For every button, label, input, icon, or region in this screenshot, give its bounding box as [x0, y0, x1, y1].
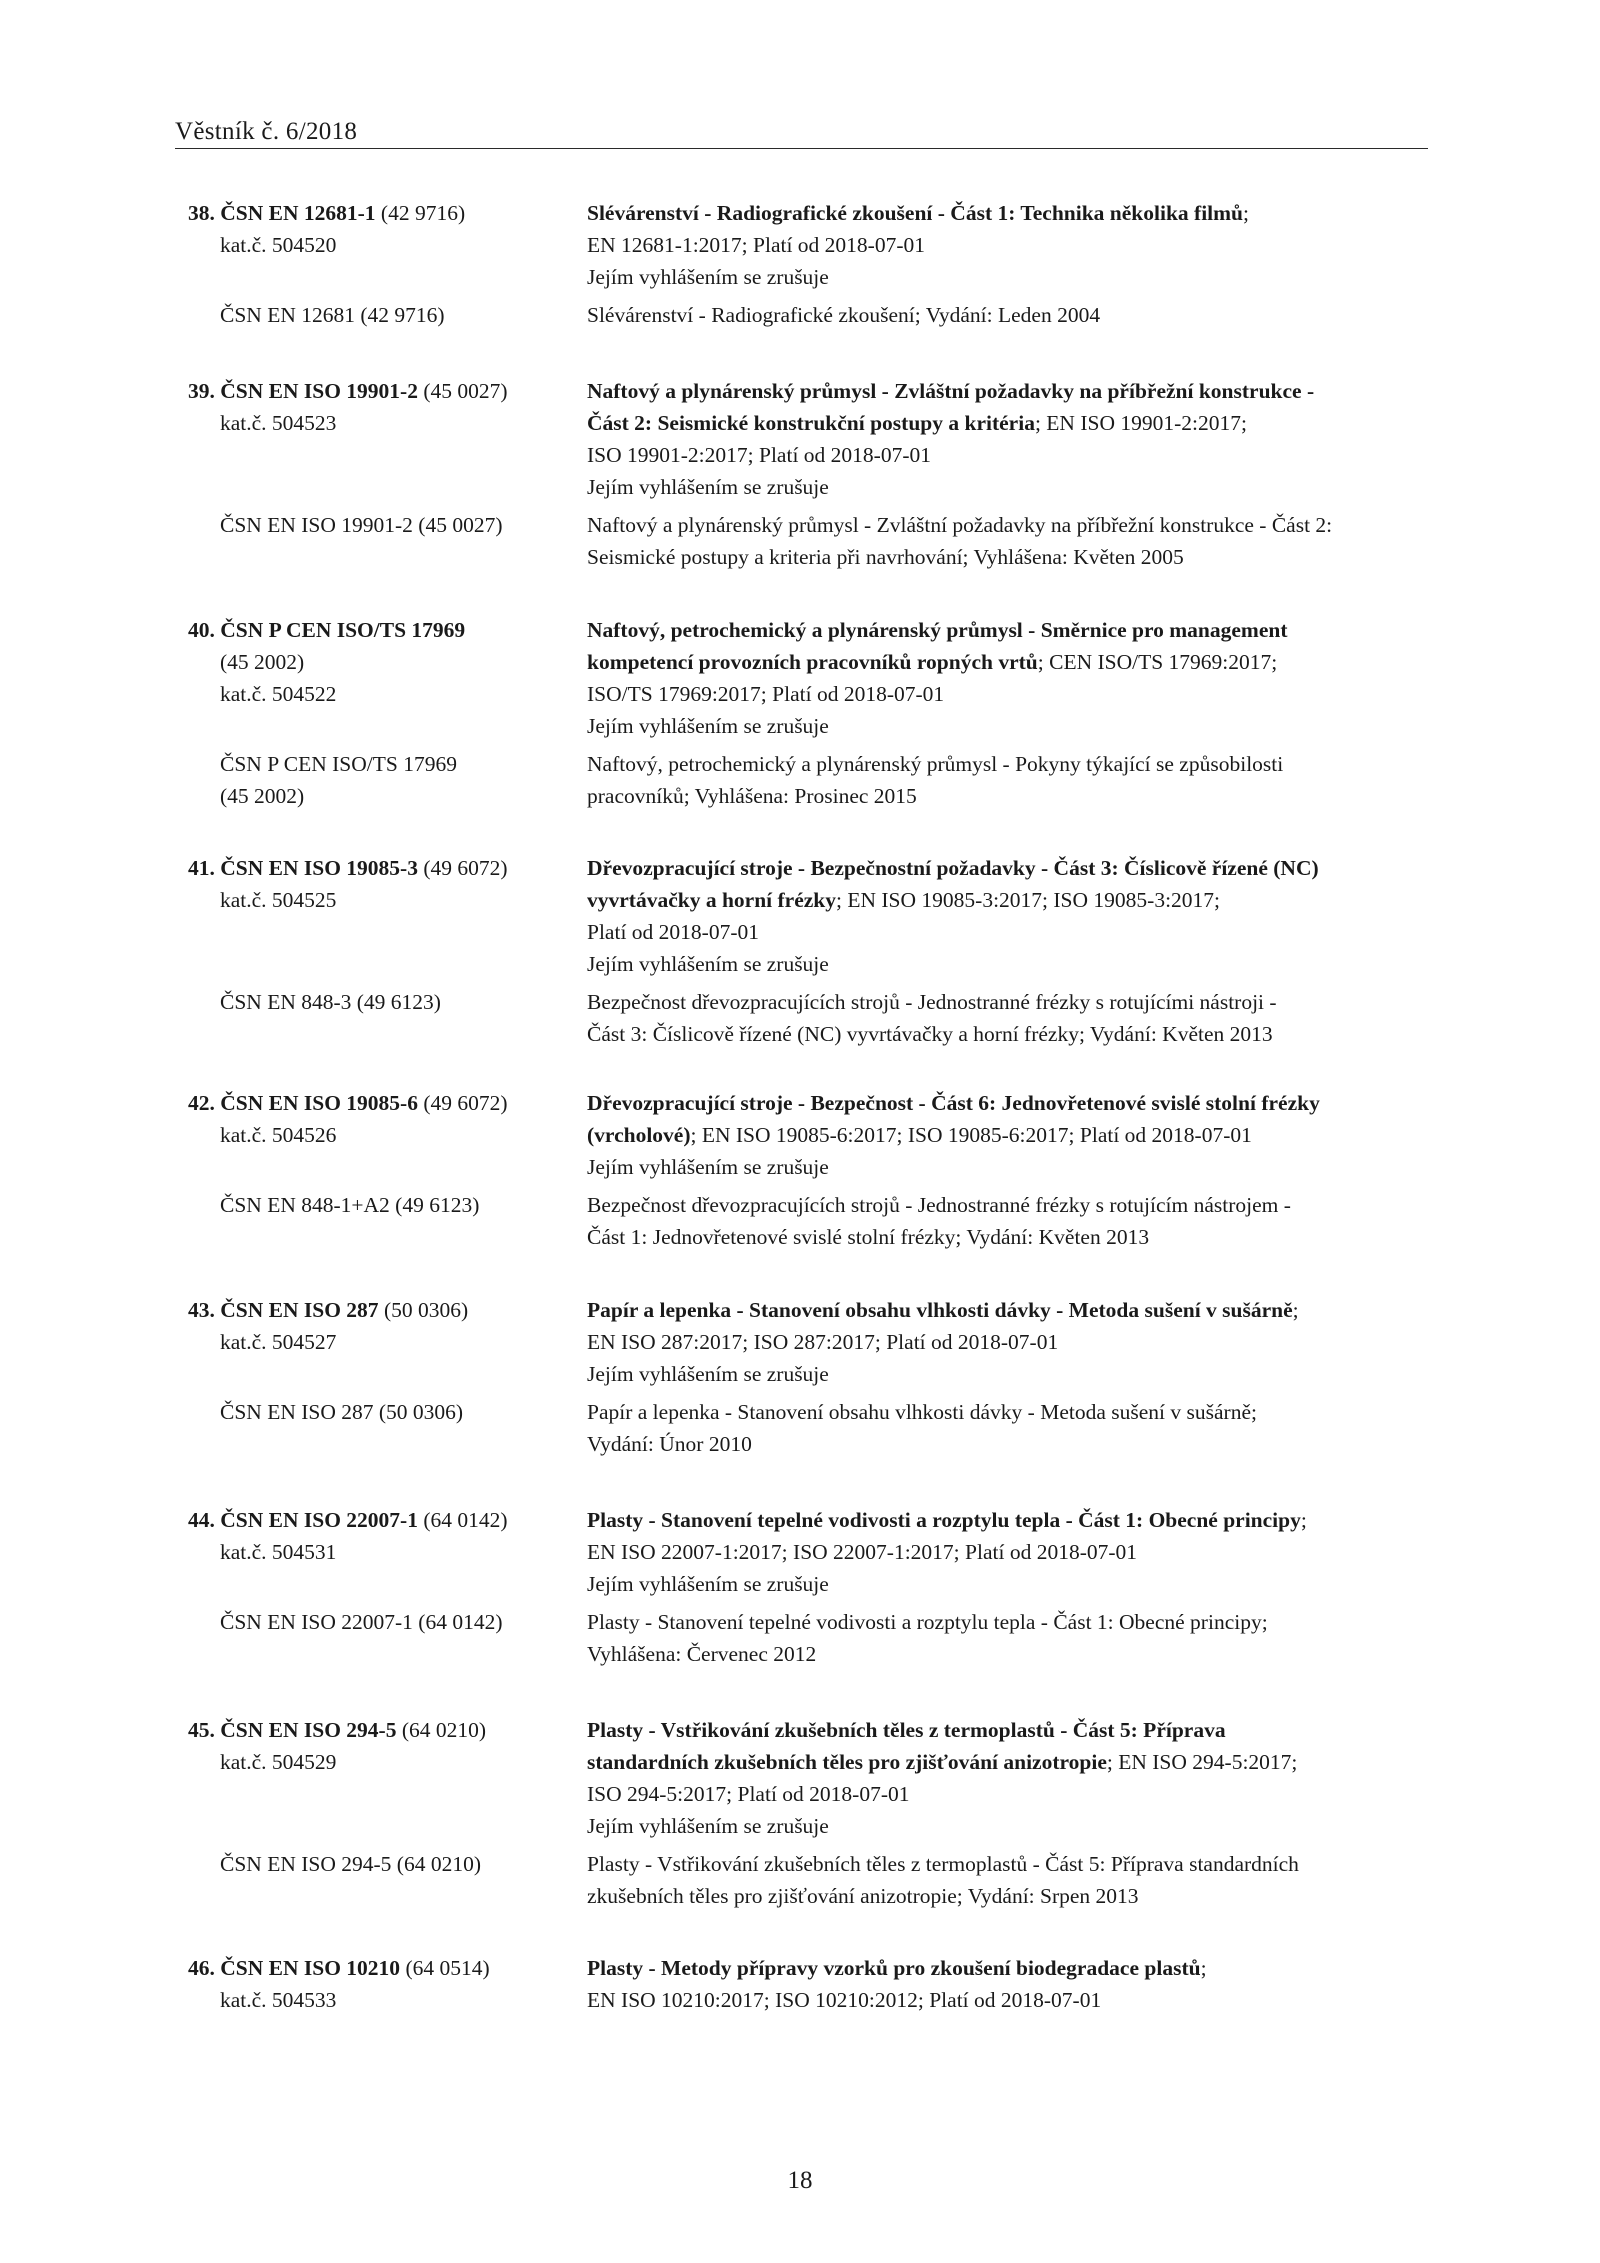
- replaces-note: Jejím vyhlášením se zrušuje: [587, 1362, 829, 1386]
- entry-number: 43.: [188, 1298, 215, 1322]
- standard-entry-44: 44. ČSN EN ISO 22007-1 (64 0142) Plasty - Stanovení tepelné vodivosti a rozptylu tepla - Část 1: Obecné principy; kat.č. 504531 EN ISO 22007-1:2017; ISO 22007-1:2017; Platí od 2018-07-01 Jejím vyhlášením se zrušuje ČSN EN ISO 22007-1 (64 0142) Plasty - Stanovení tepelné vodivosti a rozptylu tepla - Část 1: Obecné principy; Vyhlášena: Červenec 2012: [0, 1504, 1600, 1670]
- standard-title: Plasty - Vstřikování zkušebních těles z termoplastů - Část 5: Příprava: [587, 1718, 1226, 1742]
- standard-title: Papír a lepenka - Stanovení obsahu vlhkosti dávky - Metoda sušení v sušárně: [587, 1298, 1293, 1322]
- replaces-note: Jejím vyhlášením se zrušuje: [587, 952, 829, 976]
- page-number: 18: [787, 2167, 813, 2194]
- standard-code: ČSN EN ISO 19085-6: [220, 1091, 418, 1115]
- standard-details: EN ISO 22007-1:2017; ISO 22007-1:2017; Platí od 2018-07-01: [587, 1540, 1138, 1564]
- replaces-note: Jejím vyhlášením se zrušuje: [587, 1572, 829, 1596]
- catalog-number: kat.č. 504529: [220, 1750, 337, 1774]
- standard-title: Plasty - Metody přípravy vzorků pro zkoušení biodegradace plastů: [587, 1956, 1201, 1980]
- entry-number: 39.: [188, 379, 215, 403]
- standard-title: Naftový a plynárenský průmysl - Zvláštní požadavky na příbřežní konstrukce -: [587, 379, 1315, 403]
- standard-details: EN ISO 287:2017; ISO 287:2017; Platí od 2018-07-01: [587, 1330, 1059, 1354]
- replaced-standard-title: Plasty - Vstřikování zkušebních těles z termoplastů - Část 5: Příprava standardních: [587, 1852, 1299, 1876]
- page-header: [175, 112, 1428, 149]
- replaced-standard-code: ČSN P CEN ISO/TS 17969: [220, 752, 457, 776]
- catalog-number: kat.č. 504523: [220, 411, 337, 435]
- catalog-number: kat.č. 504531: [220, 1540, 337, 1564]
- standard-details: ISO/TS 17969:2017; Platí od 2018-07-01: [587, 682, 945, 706]
- replaces-note: Jejím vyhlášením se zrušuje: [587, 714, 829, 738]
- replaced-standard-title: Slévárenství - Radiografické zkoušení; Vydání: Leden 2004: [587, 303, 1101, 327]
- class-code: (45 2002): [220, 650, 305, 674]
- standard-entry-39: 39. ČSN EN ISO 19901-2 (45 0027) Naftový a plynárenský průmysl - Zvláštní požadavky na příbřežní konstrukce - kat.č. 504523 Část 2: Seismické konstrukční postupy a kritéria; EN ISO 19901-2:2017; ISO 19901-2:2017; Platí od 2018-07-01 Jejím vyhlášením se zrušuje ČSN EN ISO 19901-2 (45 0027) Naftový a plynárenský průmysl - Zvláštní požadavky na příbřežní konstrukce - Část 2: Seismické postupy a kriteria při navrhování; Vyhlášena: Květen 2005: [0, 375, 1600, 573]
- class-code: (49 6072): [417, 1091, 508, 1115]
- replaced-standard-title: Bezpečnost dřevozpracujících strojů - Jednostranné frézky s rotujícím nástrojem -: [587, 1193, 1291, 1217]
- replaced-standard-code: ČSN EN 848-3 (49 6123): [220, 990, 441, 1014]
- replaced-standard-title: Naftový a plynárenský průmysl - Zvláštní požadavky na příbřežní konstrukce - Část 2:: [587, 513, 1333, 537]
- catalog-number: kat.č. 504520: [220, 233, 337, 257]
- replaces-note: Jejím vyhlášením se zrušuje: [587, 475, 829, 499]
- standard-title: Naftový, petrochemický a plynárenský průmysl - Směrnice pro management: [587, 618, 1288, 642]
- entry-number: 45.: [188, 1718, 215, 1742]
- standard-code: ČSN EN ISO 287: [220, 1298, 379, 1322]
- entry-number: 42.: [188, 1091, 215, 1115]
- standard-details: Platí od 2018-07-01: [587, 920, 759, 944]
- class-code: (64 0514): [400, 1956, 490, 1980]
- replaced-standard-title: Plasty - Stanovení tepelné vodivosti a rozptylu tepla - Část 1: Obecné principy;: [587, 1610, 1268, 1634]
- replaced-standard-code: ČSN EN ISO 22007-1 (64 0142): [220, 1610, 503, 1634]
- standard-code: ČSN EN 12681-1: [220, 201, 376, 225]
- replaced-standard-title: Naftový, petrochemický a plynárenský průmysl - Pokyny týkající se způsobilosti: [587, 752, 1284, 776]
- header-title: Věstník č. 6/2018: [175, 118, 358, 145]
- class-code: (42 9716): [375, 201, 466, 225]
- replaces-note: Jejím vyhlášením se zrušuje: [587, 1814, 829, 1838]
- entry-number: 44.: [188, 1508, 215, 1532]
- replaced-standard-title: Papír a lepenka - Stanovení obsahu vlhkosti dávky - Metoda sušení v sušárně;: [587, 1400, 1257, 1424]
- class-code: (50 0306): [378, 1298, 469, 1322]
- replaced-standard-code: ČSN EN ISO 19901-2 (45 0027): [220, 513, 503, 537]
- replaced-standard-code: ČSN EN ISO 287 (50 0306): [220, 1400, 464, 1424]
- replaced-standard-code: ČSN EN ISO 294-5 (64 0210): [220, 1852, 481, 1876]
- standard-details: ISO 294-5:2017; Platí od 2018-07-01: [587, 1782, 910, 1806]
- standard-entry-43: 43. ČSN EN ISO 287 (50 0306) Papír a lepenka - Stanovení obsahu vlhkosti dávky - Metoda sušení v sušárně; kat.č. 504527 EN ISO 287:2017; ISO 287:2017; Platí od 2018-07-01 Jejím vyhlášením se zrušuje ČSN EN ISO 287 (50 0306) Papír a lepenka - Stanovení obsahu vlhkosti dávky - Metoda sušení v sušárně; Vydání: Únor 2010: [0, 1294, 1600, 1460]
- replaced-standard-code: ČSN EN 12681 (42 9716): [220, 303, 445, 327]
- standard-details: ISO 19901-2:2017; Platí od 2018-07-01: [587, 443, 931, 467]
- class-code: (64 0210): [396, 1718, 487, 1742]
- replaces-note: Jejím vyhlášením se zrušuje: [587, 1155, 829, 1179]
- standard-title: Slévárenství - Radiografické zkoušení - Část 1: Technika několika filmů: [587, 201, 1244, 225]
- standard-entry-45: 45. ČSN EN ISO 294-5 (64 0210) Plasty - Vstřikování zkušebních těles z termoplastů - Část 5: Příprava kat.č. 504529 standardních zkušebních těles pro zjišťování anizotropie; EN ISO 294-5:2017; ISO 294-5:2017; Platí od 2018-07-01 Jejím vyhlášením se zrušuje ČSN EN ISO 294-5 (64 0210) Plasty - Vstřikování zkušebních těles z termoplastů - Část 5: Příprava standardních zkušebních těles pro zjišťování anizotropie; Vydání: Srpen 2013: [0, 1714, 1600, 1912]
- standard-entry-42: 42. ČSN EN ISO 19085-6 (49 6072) Dřevozpracující stroje - Bezpečnost - Část 6: Jednovřetenové svislé stolní frézky kat.č. 504526 (vrcholové); EN ISO 19085-6:2017; ISO 19085-6:2017; Platí od 2018-07-01 Jejím vyhlášením se zrušuje ČSN EN 848-1+A2 (49 6123) Bezpečnost dřevozpracujících strojů - Jednostranné frézky s rotujícím nástrojem - Část 1: Jednovřetenové svislé stolní frézky; Vydání: Květen 2013: [0, 1087, 1600, 1253]
- standard-entry-40: 40. ČSN P CEN ISO/TS 17969 Naftový, petrochemický a plynárenský průmysl - Směrnice pro management (45 2002) kompetencí provozních pracovníků ropných vrtů; CEN ISO/TS 17969:2017; kat.č. 504522 ISO/TS 17969:2017; Platí od 2018-07-01 Jejím vyhlášením se zrušuje ČSN P CEN ISO/TS 17969 Naftový, petrochemický a plynárenský průmysl - Pokyny týkající se způsobilosti (45 2002) pracovníků; Vyhlášena: Prosinec 2015: [0, 614, 1600, 812]
- catalog-number: kat.č. 504526: [220, 1123, 337, 1147]
- entry-number: 40.: [188, 618, 215, 642]
- class-code: (64 0142): [417, 1508, 508, 1532]
- standard-code: ČSN EN ISO 19901-2: [220, 379, 418, 403]
- entry-number: 46.: [188, 1956, 215, 1980]
- standard-details: EN ISO 10210:2017; ISO 10210:2012; Platí od 2018-07-01: [587, 1988, 1102, 2012]
- standard-title: Dřevozpracující stroje - Bezpečnostní požadavky - Část 3: Číslicově řízené (NC): [587, 856, 1319, 880]
- class-code: (49 6072): [417, 856, 508, 880]
- catalog-number: kat.č. 504525: [220, 888, 337, 912]
- standard-code: ČSN P CEN ISO/TS 17969: [220, 618, 466, 642]
- class-code: (45 0027): [417, 379, 508, 403]
- catalog-number: kat.č. 504533: [220, 1988, 337, 2012]
- standard-title: Plasty - Stanovení tepelné vodivosti a rozptylu tepla - Část 1: Obecné principy: [587, 1508, 1301, 1532]
- standard-entry-46: 46. ČSN EN ISO 10210 (64 0514) Plasty - Metody přípravy vzorků pro zkoušení biodegradace plastů; kat.č. 504533 EN ISO 10210:2017; ISO 10210:2012; Platí od 2018-07-01: [0, 1952, 1600, 2016]
- standard-entry-38: 38. ČSN EN 12681-1 (42 9716) Slévárenství - Radiografické zkoušení - Část 1: Technika několika filmů; kat.č. 504520 EN 12681-1:2017; Platí od 2018-07-01 Jejím vyhlášením se zrušuje ČSN EN 12681 (42 9716) Slévárenství - Radiografické zkoušení; Vydání: Leden 2004: [0, 197, 1600, 331]
- standard-code: ČSN EN ISO 294-5: [220, 1718, 397, 1742]
- catalog-number: kat.č. 504527: [220, 1330, 337, 1354]
- standard-title: Dřevozpracující stroje - Bezpečnost - Část 6: Jednovřetenové svislé stolní frézky: [587, 1091, 1320, 1115]
- standard-entry-41: 41. ČSN EN ISO 19085-3 (49 6072) Dřevozpracující stroje - Bezpečnostní požadavky - Část 3: Číslicově řízené (NC) kat.č. 504525 vyvrtávačky a horní frézky; EN ISO 19085-3:2017; ISO 19085-3:2017; Platí od 2018-07-01 Jejím vyhlášením se zrušuje ČSN EN 848-3 (49 6123) Bezpečnost dřevozpracujících strojů - Jednostranné frézky s rotujícími nástroji - Část 3: Číslicově řízené (NC) vyvrtávačky a horní frézky; Vydání: Květen 2013: [0, 852, 1600, 1050]
- catalog-number: kat.č. 504522: [220, 682, 337, 706]
- replaced-standard-title: Bezpečnost dřevozpracujících strojů - Jednostranné frézky s rotujícími nástroji -: [587, 990, 1277, 1014]
- standard-code: ČSN EN ISO 22007-1: [220, 1508, 418, 1532]
- replaced-standard-code: ČSN EN 848-1+A2 (49 6123): [220, 1193, 480, 1217]
- replaces-note: Jejím vyhlášením se zrušuje: [587, 265, 829, 289]
- entry-number: 38.: [188, 201, 215, 225]
- entry-number: 41.: [188, 856, 215, 880]
- standard-code: ČSN EN ISO 19085-3: [220, 856, 418, 880]
- standard-details: EN 12681-1:2017; Platí od 2018-07-01: [587, 233, 926, 257]
- standard-code: ČSN EN ISO 10210: [220, 1956, 401, 1980]
